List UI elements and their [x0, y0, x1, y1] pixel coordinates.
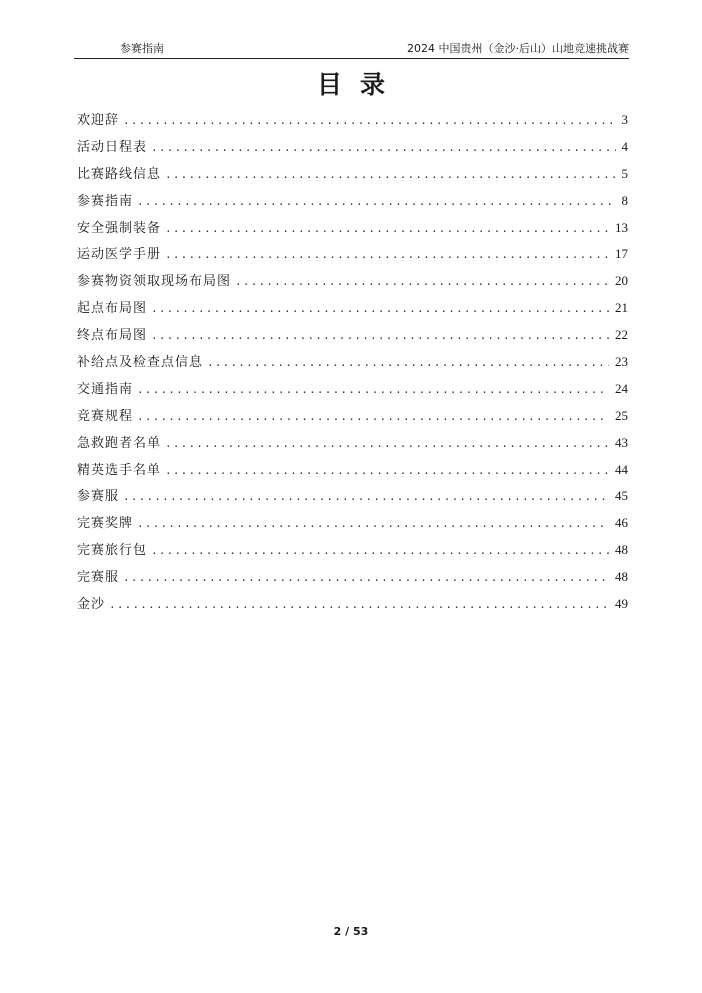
table-of-contents: [77, 107, 628, 618]
toc-entry-label: 交通指南: [77, 381, 134, 397]
toc-entry-label: 参赛服: [77, 489, 120, 505]
page-number: 2 / 53: [333, 925, 369, 938]
toc-entry[interactable]: [77, 564, 628, 591]
toc-entry-page: 5: [621, 165, 628, 181]
toc-entry-page: 43: [615, 434, 628, 450]
toc-leader-dots: [123, 484, 609, 511]
toc-entry-page: 20: [615, 273, 628, 289]
toc-entry-label: 比赛路线信息: [77, 166, 162, 182]
toc-entry-label: 活动日程表: [77, 139, 148, 155]
header-divider: [74, 58, 629, 59]
toc-leader-dots: [151, 323, 609, 350]
toc-entry-page: 24: [615, 380, 628, 396]
toc-leader-dots: [137, 377, 609, 404]
toc-entry-page: 46: [615, 515, 628, 531]
toc-entry-label: 完赛服: [77, 570, 120, 586]
toc-entry[interactable]: [77, 107, 628, 134]
toc-entry[interactable]: [77, 483, 628, 510]
toc-leader-dots: [165, 216, 609, 243]
toc-entry-page: 21: [615, 300, 628, 316]
toc-leader-dots: [165, 242, 609, 269]
toc-entry-label: 完赛旅行包: [77, 543, 148, 559]
toc-entry-label: 金沙: [77, 597, 106, 613]
toc-entry-label: 运动医学手册: [77, 247, 162, 263]
toc-entry[interactable]: [77, 510, 628, 537]
toc-entry[interactable]: [77, 322, 628, 349]
toc-leader-dots: [165, 431, 609, 458]
toc-entry[interactable]: [77, 188, 628, 215]
toc-entry-page: 23: [615, 354, 628, 370]
toc-entry-page: 49: [615, 596, 628, 612]
toc-entry[interactable]: [77, 457, 628, 484]
toc-leader-dots: [137, 511, 609, 538]
toc-entry[interactable]: [77, 215, 628, 242]
toc-entry[interactable]: [77, 403, 628, 430]
toc-entry[interactable]: [77, 295, 628, 322]
toc-entry-page: 48: [615, 542, 628, 558]
toc-leader-dots: [207, 350, 609, 377]
toc-entry-label: 参赛指南: [77, 193, 134, 209]
toc-entry-page: 13: [615, 219, 628, 235]
toc-entry-page: 25: [615, 407, 628, 423]
toc-entry[interactable]: [77, 430, 628, 457]
toc-entry[interactable]: [77, 268, 628, 295]
toc-entry-label: 参赛物资领取现场布局图: [77, 274, 232, 290]
toc-entry-label: 精英选手名单: [77, 462, 162, 478]
toc-entry[interactable]: [77, 537, 628, 564]
toc-entry-label: 欢迎辞: [77, 113, 120, 128]
toc-leader-dots: [123, 565, 609, 592]
toc-leader-dots: [123, 108, 615, 135]
toc-leader-dots: [109, 592, 609, 619]
toc-entry-page: 45: [615, 488, 628, 504]
toc-entry-label: 完赛奖牌: [77, 516, 134, 532]
toc-entry-page: 8: [621, 192, 628, 208]
header-section-title: 参赛指南: [120, 42, 164, 55]
toc-entry-page: 4: [621, 138, 628, 154]
toc-entry-page: 22: [615, 327, 628, 343]
toc-entry[interactable]: [77, 376, 628, 403]
toc-entry[interactable]: [77, 241, 628, 268]
toc-entry-page: 3: [621, 112, 628, 127]
toc-entry-page: 44: [615, 461, 628, 477]
toc-entry-label: 急救跑者名单: [77, 435, 162, 451]
toc-entry-page: 17: [615, 246, 628, 262]
toc-leader-dots: [165, 458, 609, 485]
toc-leader-dots: [137, 404, 609, 431]
toc-entry-label: 竞赛规程: [77, 408, 134, 424]
toc-entry[interactable]: [77, 591, 628, 618]
header-event-title: 2024 中国贵州（金沙·后山）山地竞速挑战赛: [407, 42, 629, 55]
toc-entry[interactable]: [77, 161, 628, 188]
toc-entry-label: 起点布局图: [77, 301, 148, 317]
toc-leader-dots: [235, 269, 609, 296]
toc-leader-dots: [137, 189, 615, 216]
toc-leader-dots: [151, 296, 609, 323]
toc-entry-label: 补给点及检查点信息: [77, 355, 204, 371]
toc-entry-page: 48: [615, 569, 628, 585]
toc-leader-dots: [165, 162, 615, 189]
toc-entry[interactable]: [77, 134, 628, 161]
page-header: [74, 40, 629, 58]
toc-entry-label: 终点布局图: [77, 328, 148, 344]
toc-entry[interactable]: [77, 349, 628, 376]
toc-leader-dots: [151, 135, 615, 162]
toc-leader-dots: [151, 538, 609, 565]
toc-title: 目录: [316, 70, 403, 99]
toc-entry-label: 安全强制装备: [77, 220, 162, 236]
